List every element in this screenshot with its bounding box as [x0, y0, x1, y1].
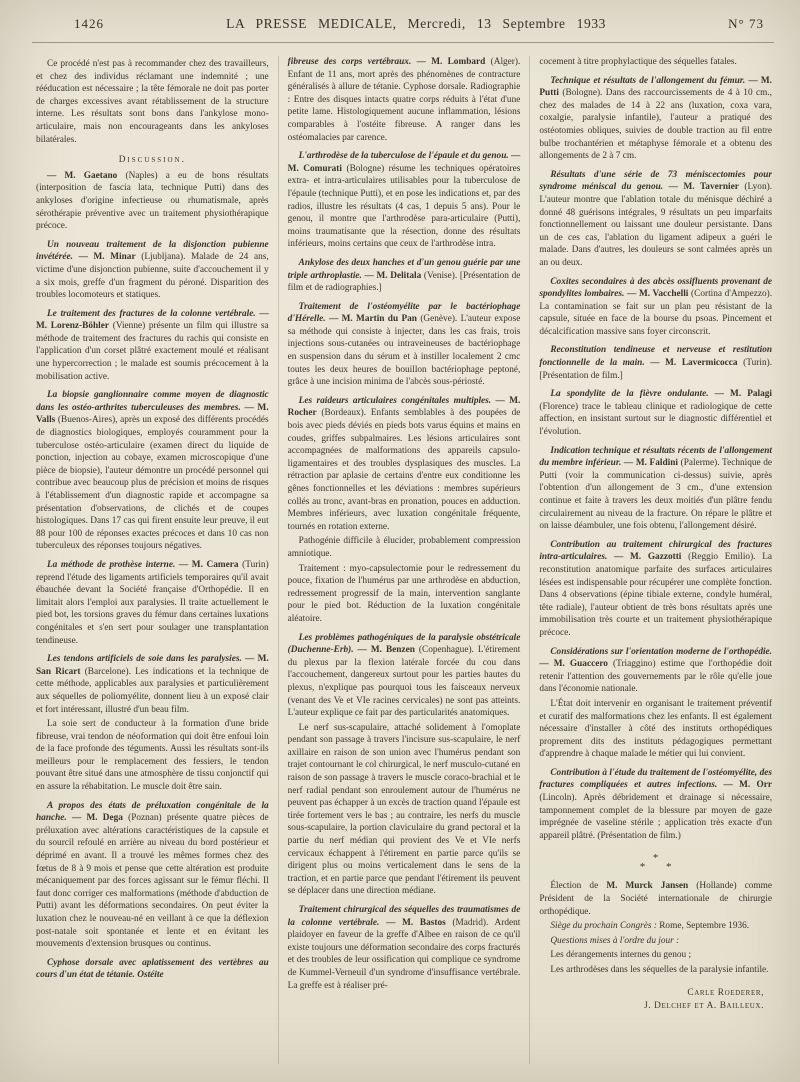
entry-text: (Bordeaux). Enfants semblables à des poupées de bois avec pieds déviés en pieds bots varus équins et mains en coudes, griffes subpalmaires. Les lésions articulaires sont accompagnées de malformations des appareils capsulo-ligamentaires et des troubles dysplasiques des muscles. La rétraction par aplasie de certains d'entre eux conditionne les gênes fonctionnelles et les déviations : membres supérieurs collés au tronc, avant-bras en pronation, pouces en adduction. Membres inférieurs, avec luxation congénitale fréquente, tournés en rotation externe. [287, 408, 521, 532]
entry-text: (Alger). Enfant de 11 ans, mort après des phénomènes de contracture généralisés à allure de tétanie. Cyphose dorsale. Radiographie : Entre des disques intacts quatre corps réduits à l'état d'une petite lame. Histologiquement aucune inflammation, lésions comparables à l'ostéite fibreuse. A ranger dans les ostéomalacies par carence. [287, 57, 521, 143]
speaker-name: — M. Dega [71, 813, 123, 824]
entry-text: (Bologne). Dans des raccourcissements de 4 à 10 cm., chez des malades de 14 à 22 ans (luxation, coxa vara, coxalgie, paralysie infantile), l'auteur a pratiqué des ostéotomies obliques, suivies de double traction au fil entre bulbe trochantérien et métaphyse fémorale et a obtenu des allongements de 2 à 7 cm. [539, 88, 773, 162]
text-column [36, 56, 278, 1064]
section-entry [539, 75, 772, 163]
entry-text: (Buenos-Aires), après un exposé des différents procédés de diagnostics biologiques, employés couramment pour la tuberculose ostéo-articulaire (examen direct du liquide de ponction, injection au cobaye, examen microscopique d'une pièce de biopsie), l'auteur démontre un procédé personnel qui contribue avec beaucoup plus de précision et moins de risques à l'établissement d'un diagnostic rapide et accompagne sa présentation d'observations, de clichés et de coupes histologiques. Dans 17 cas qui firent ensuite leur preuve, il eut 88 pour 100 de réponses exactes précoces et dans 10 cas non tuberculeux des réponses toujours négatives. [36, 415, 269, 552]
body-paragraph [539, 949, 772, 962]
speaker-name: — M. Valls [36, 402, 269, 426]
entry-text: Discussion. [118, 155, 186, 166]
entry-text: Les arthrodèses dans les séquelles de la paralysie infantile. [550, 965, 769, 975]
section-entry [288, 150, 521, 251]
entry-text: (Lyon). L'auteur montre que l'ablation totale du ménisque déchiré a donné 48 guérisons intégrales, 9 résultats un peu imparfaits fonctionnellement ou laissant une douleur persistante. Dans un de ces cas, l'ablation du ligament adipeux a guéri le malade. Dans d'autres, les douleurs se sont calmées après un an ou deux. [539, 182, 773, 268]
section-entry [288, 56, 521, 144]
section-entry [539, 539, 772, 640]
speaker-name: — M. Tavernier [668, 182, 739, 193]
speaker-name: — M. Gazzotti [614, 552, 682, 563]
discussion-label [36, 154, 269, 167]
speaker-name: — M. Faldini [623, 458, 678, 469]
body-paragraph [36, 170, 269, 233]
section-entry [288, 904, 521, 992]
text-column [529, 56, 772, 1064]
entry-heading: fibreuse des corps vertébraux. [287, 57, 412, 67]
body-paragraph [36, 718, 269, 794]
entry-text: (Naples) a eu de bons résultats (interposition de fascia lata, technique Putti) dans des ankyloses d'origine infectieuse ou rhumatismale, après sérothérapie préventive avec un traitement physiothérapique précoce. [36, 170, 269, 232]
speaker-name: — M. Bastos [386, 917, 446, 928]
body-paragraph [539, 56, 772, 69]
entry-text: (Hollande) comme Président de la Société internationale de chirurgie orthopédique. [539, 881, 773, 917]
speaker-name: — M. Vacchelli [627, 289, 689, 300]
body-paragraph [539, 964, 772, 977]
entry-heading: Les problèmes pathogéniques de la paralysie obstétricale (Duchenne-Erb). [287, 632, 521, 656]
section-entry [36, 800, 269, 951]
entry-heading: La spondylite de la fièvre ondulante. [550, 389, 709, 400]
speaker-name: — M. Lorenz-Böhler [36, 308, 269, 332]
entry-heading: L'arthrodèse de la tuberculose de l'épaule et du genou. [298, 151, 509, 162]
entry-text: (Genève). L'auteur expose sa méthode qui consiste à injecter, dans les cas frais, trois injections sous-cutanées ou intraveineuses de bactériophage en suspension dans du sérum et à instiller localement 2 cmc toutes les deux heures de bouillon bactériophage peptoné, grâce à une incision minima de l'abcès sous-périosté. [287, 314, 521, 388]
entry-text: Pathogénie difficile à élucider, probablement compression amniotique. [287, 536, 521, 559]
section-entry [36, 957, 269, 982]
entry-heading: Cyphose dorsale avec aplatissement des vertèbres au cours d'un état de tétanie. Ostéite [36, 957, 269, 981]
speaker-name: — M. Rocher [287, 395, 521, 419]
entry-text: (Copenhague). L'étirement du plexus par la flexion latérale forcée du cou dans l'accouchement, dangereux surtout pour les parties hautes du plexus, n'explique pas pourquoi tous les faisceaux nerveux (venant des Ve et VIe racines cervicales) ne sont pas atteints. L'auteur explique ce fait par des particularités anatomiques. [287, 645, 521, 719]
entry-heading: Reconstitution tendineuse et nerveuse et restitution fonctionnelle de la main. [539, 345, 773, 369]
speaker-name: — M. Martin du Pan [328, 314, 417, 325]
section-entry [539, 445, 772, 533]
header-rule [32, 42, 774, 43]
section-entry [36, 389, 269, 553]
columns-container [36, 56, 772, 1064]
entry-text: (Florence) trace le tableau clinique et radiologique de cette affection, en insistant surtout sur le diagnostic différentiel et l'évolution. [539, 401, 773, 438]
entry-heading: Contribution au traitement chirurgical des fractures intra-articulaires. [539, 539, 773, 563]
speaker-name: — M. Comurati [287, 151, 521, 174]
entry-text: (Madrid). Ardent plaidoyer en faveur de la greffe d'Albee en raison de ce qu'il existe toujours une déformation secondaire des corps fracturés et des troubles de leur ossification qui complique ce syndrome de Kummel-Verneuil d'un syndrome d'insuffisance vertébrale. La greffe est à réaliser pré- [287, 917, 521, 991]
body-paragraph [539, 698, 772, 761]
body-paragraph [539, 935, 772, 948]
section-entry [36, 653, 269, 716]
entry-text: (Turin). [Présentation de film.] [539, 358, 773, 381]
entry-text: cocement à titre prophylactique des séquelles fatales. [539, 57, 737, 67]
entry-heading: Technique et résultats de l'allongement du fémur. [550, 75, 746, 86]
signature-line: J. Delchef et A. Bailleux. [644, 1000, 765, 1011]
entry-heading: La biopsie ganglionnaire comme moyen de diagnostic dans les ostéo-arthrites tuberculeuses des membres. [36, 390, 269, 413]
text-column [278, 56, 530, 1064]
entry-heading: Le traitement des fractures de la colonne vertébrale. [47, 308, 256, 319]
entry-text: Traitement : myo-capsulectomie pour le redressement du pouce, fixation de l'humérus par une arthrodèse en abduction, redressement progressif de la main, intervention sanglante pour le pied bot. Réduction de la luxation congénitale aléatoire. [287, 563, 521, 624]
asterism-line: * [652, 852, 668, 865]
section-entry [539, 276, 772, 339]
section-entry [539, 169, 772, 270]
section-entry [288, 301, 521, 389]
speaker-name: — M. Palagi [714, 389, 773, 400]
entry-heading: Résultats d'une série de 73 méniscectomies pour syndrome méniscal du genou. [539, 169, 773, 193]
asterism-line: * * [639, 861, 681, 874]
section-entry [36, 308, 269, 384]
section-entry [288, 257, 521, 295]
entry-text: (Reggio Emilio). La reconstitution anatomique parfaite des surfaces articulaires lésées est indispensable pour récupérer une complète fonction. Dans 4 observations (épine tibiale externe, condyle huméral, tête radiale), l'auteur obtient de très bons résultats après une immobilisation très courte et un traitement physiothérapique précoce. [539, 552, 773, 638]
speaker-name: — M. Camera [178, 559, 239, 570]
entry-heading: A propos des états de préluxation congénitale de la hanche. [36, 800, 269, 824]
entry-heading: La méthode de prothèse interne. [47, 559, 176, 570]
speaker-name: — M. Guaccero [539, 659, 608, 670]
section-entry [288, 395, 521, 534]
entry-text: (Turin) reprend l'étude des ligaments artificiels temporaires qu'il avait ébauchée devant la Société française d'Orthopédie. Il en limitait alors l'emploi aux paralysies. Il traite actuellement le pied bot, les torsions graves du fémur dans certaines luxations congénitales et s'en sert pour soulager une transplantation tendineuse. [36, 559, 269, 646]
entry-text: (Vienne) présente un film qui illustre sa méthode de traitement des fractures du rachis qui consiste en l'application d'un corset plâtré exactement moulé et réalisant une hypercorrection ; le malade est soumis précocement à la mobilisation active. [36, 321, 269, 382]
speaker-name: — M. Orr [723, 780, 773, 791]
speaker-name: — M. Minar [78, 252, 136, 263]
section-entry [539, 767, 772, 843]
section-entry [539, 646, 772, 696]
speaker-name: — M. Lombard [416, 57, 486, 67]
entry-text: (Poznan) présente quatre pièces de préluxation avec altérations caractéristiques de la capsule et du sourcil refoulé en arrière au niveau du bord postérieur et déprimé en avant. Il a trouvé les mêmes formes chez des fœtus de 8 à 9 mois et pense que cette altération est produite mécaniquement par des forces agissant sur le fémur fléchi. Il faut donc corriger ces malformations (méthode d'abduction de Putti) avant les déformations secondaires. On peut éviter la luxation chez le nouveau-né en veillant à ce que la déflexion post-natale soit spontanée et lente et en évitant les mouvements d'extension brusques ou continus. [36, 813, 269, 950]
body-paragraph [539, 880, 772, 918]
section-entry [36, 239, 269, 302]
entry-text: Ce procédé n'est pas à recommander chez des travailleurs, et chez des individus réclamant une indemnité ; une rééducation est nécessaire ; la tête fémorale ne doit pas porter de charges excessives avant rétablissement de la structure interne. Les résultats sont bons dans l'ankylose mono-articulaire, mais non encourageants dans les ankyloses bilatérales. [36, 59, 269, 145]
entry-heading: Les tendons artificiels de soie dans les paralysies. [47, 654, 242, 665]
entry-text: La soie sert de conducteur à la formation d'une bride fibreuse, vrai tendon de néoformation qui doit être enfoui loin de la face profonde des téguments. Aussi les résultats sont-ils meilleurs pour le remplacement des fessiers, le tendon pouvant être situé dans une atmosphère de tissu conjonctif qui en assure la réhabitation. Le muscle doit être sain. [36, 719, 269, 793]
issue-number: N° 73 [728, 16, 764, 31]
body-paragraph [539, 920, 772, 933]
speaker-name: — M. Gaetano [47, 170, 118, 181]
entry-text: L'État doit intervenir en organisant le traitement préventif et curatif des malformations chez les enfants. Il est également nécessaire d'installer à côté des instituts orthopédiques proprement dits des instituts pédagogiques permettant d'apprendre à chaque malade le métier qui lui convient. [539, 698, 773, 760]
speaker-name: M. Murck Jansen [606, 881, 689, 892]
body-paragraph [288, 563, 521, 626]
journal-title: LA PRESSE MEDICALE, Mercredi, 13 Septembre 1933 [226, 16, 607, 31]
entry-heading: Les raideurs articulaires congénitales multiples. [298, 395, 492, 406]
signature-line: Carle Roederer, [687, 987, 765, 998]
section-entry [539, 344, 772, 382]
body-paragraph [288, 535, 521, 560]
entry-heading: Traitement de l'ostéomyélite par le bactériophage d'Hérelle. [287, 301, 521, 325]
entry-heading: Coxites secondaires à des abcès ossifluents provenant de spondylites lombaires. [539, 276, 773, 300]
entry-text: (Triaggino) estime que l'orthopédie doit retenir l'attention des gouvernements par le rôle qu'elle joue dans l'économie nationale. [539, 659, 773, 695]
entry-heading: Ankylose des deux hanches et d'un genou guérie par une triple arthroplastie. [287, 257, 521, 281]
page-header [36, 16, 772, 32]
entry-text: Le nerf sus-scapulaire, attaché solidement à l'omoplate pendant son passage à travers l'incisure sus-scapulaire, le nerf axillaire en raison de son union avec l'humérus pendant son trajet contournant le col chirurgical, le nerf musculo-cutané en raison de son passage à travers le muscle coraco-brachial et le nerf radial pendant son enroulement autour de l'humérus ne peuvent pas échapper à un excès de traction quand l'épaule est tirée fortement vers le bas ; au contraire, les nerfs du muscle sous-scapulaire, la portion claviculaire du grand pectoral et la partie du nerf médian qui provient des Ve et VIe nerfs cervicaux échappent à l'étirement en partie parce qu'ils se dirigent plus ou moins verticalement dans le sens de la traction, et en partie parce que pendant l'étirement ils peuvent se déplacer dans une direction médiane. [287, 722, 521, 897]
entry-text: (Barcelone). Les indications et la technique de cette méthode, applicables aux paralysies et particulièrement aux séquelles de poliomyélite, donnent lieu à un exposé clair et fort intéressant, illustré d'un beau film. [36, 666, 269, 715]
asterism-divider [539, 854, 772, 872]
entry-text: (Venise). [Présentation de film et de radiographies.] [287, 270, 521, 294]
entry-text: (Ljubljana). Malade de 24 ans, victime d'une disjonction pubienne, suite d'accouchement il y a six mois, greffe d'un fragment du péroné. Disparition des troubles locomoteurs et statiques. [36, 252, 269, 301]
rapporteurs-signature [539, 987, 772, 1013]
body-paragraph [288, 722, 521, 898]
italic-lead: Siège du prochain Congrès : [550, 921, 657, 932]
section-entry [36, 559, 269, 647]
entry-heading: Indication technique et résultats récents de l'allongement du membre inférieur. [539, 445, 773, 469]
entry-text: Rome, Septembre 1936. [659, 921, 750, 932]
entry-text: (Cortina d'Ampezzo). La contamination se fait sur un plan peu résistant de la capsule, située en face de la bourse du psoas. Pincement et décalcification massive sans foyer circonscrit. [539, 289, 773, 337]
section-entry [288, 632, 521, 720]
page-number: 1426 [74, 16, 104, 31]
speaker-name: — M. Benzen [357, 645, 415, 656]
entry-text: (Palerme). Technique de Putti (voir la communication ci-dessus) suivie, après l'obtention d'un allongement de 3 cm., d'une extension continue et faite à travers les deux moitiés d'un plâtre fendu circulairement au niveau de la fracture. On répare le plâtre et on laisse déambuler, une fois obtenu, l'allongement désiré. [539, 458, 773, 532]
entry-lead-text: Élection de [550, 881, 599, 892]
entry-heading: Un nouveau traitement de la disjonction pubienne invétérée. [36, 239, 269, 263]
entry-text: (Bologne) résume les techniques opératoires extra- et intra-articulaires utilisables pour la tuberculose de l'épaule (technique Putti), et en pose les indications et, par des radios, illustre les résultats (4 cas, 1 depuis 5 ans). Pour le genou, il montre que l'arthrodèse para-articulaire (Putti), moins traumatisante que la résection, donne des résultats inférieurs, moins certains que ceux de l'arthrodèse intra. [287, 163, 521, 250]
entry-heading: Contribution à l'étude du traitement de l'ostéomyélite, des fractures compliquées et autres infections. [539, 767, 773, 791]
speaker-name: — M. Putti [539, 75, 773, 99]
speaker-name: — M. Delitala [364, 270, 422, 281]
entry-heading: Traitement chirurgical des séquelles des traumatismes de la colonne vertébrale. [287, 905, 521, 928]
entry-heading: Considérations sur l'orientation moderne de l'orthopédie. [550, 646, 773, 657]
section-entry [539, 388, 772, 438]
entry-text: Les dérangements internes du genou ; [550, 950, 692, 961]
italic-lead: Questions mises à l'ordre du jour : [550, 935, 680, 946]
body-paragraph [36, 58, 269, 146]
speaker-name: — M. Lavermicocca [650, 358, 738, 369]
entry-text: (Lincoln). Après débridement et drainage si nécessaire, tamponnement complet de la blessure par moyen de gaze imprégnée de vaseline stérile ; application très exacte d'un appareil plâtré. (Présentation de film.) [539, 793, 773, 841]
speaker-name: — M. San Ricart [36, 654, 269, 677]
